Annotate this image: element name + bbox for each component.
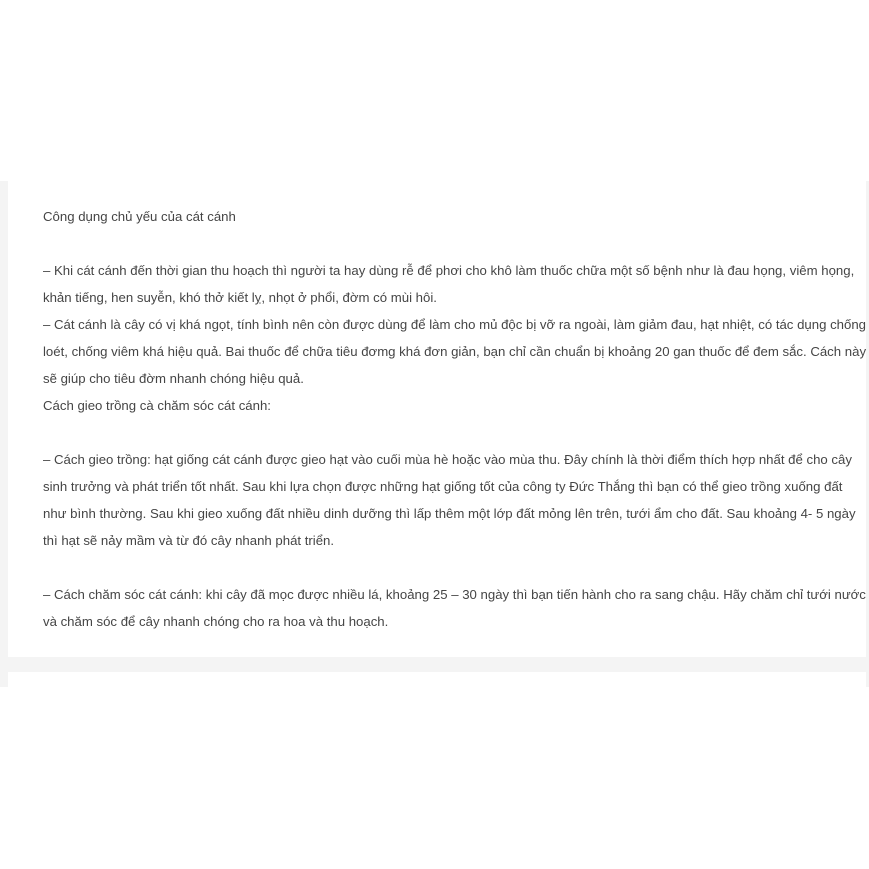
article-line: – Cách chăm sóc cát cánh: khi cây đã mọc được nhiều lá, khoảng 25 – 30 ngày thì bạn tiến hành cho ra sang chậu. Hãy chăm chỉ tưới nước xyxy=(43,587,866,602)
section-heading: Cách gieo trồng cà chăm sóc cát cánh: xyxy=(43,398,271,413)
article-line: như bình thường. Sau khi gieo xuống đất nhiều dinh dưỡng thì lấp thêm một lớp đất mỏng lên trên, tưới ẩm cho đất. Sau khoảng 4- 5 ngày xyxy=(43,506,856,521)
article-line: thì hạt sẽ nảy mầm và từ đó cây nhanh phát triển. xyxy=(43,533,335,548)
next-card-top xyxy=(8,672,866,687)
article-body xyxy=(43,203,867,635)
article-heading: Công dụng chủ yếu của cát cánh xyxy=(43,209,236,224)
article-line: và chăm sóc để cây nhanh chóng cho ra hoa và thu hoạch. xyxy=(43,614,389,629)
article-line: – Cách gieo trồng: hạt giống cát cánh được gieo hạt vào cuối mùa hè hoặc vào mùa thu. Đây chính là thời điểm thích hợp nhất để cho cây xyxy=(43,452,852,467)
paragraph-gap xyxy=(43,230,843,257)
article-line: – Cát cánh là cây có vị khá ngọt, tính bình nên còn được dùng để làm cho mủ độc bị vỡ ra ngoài, làm giảm đau, hạt nhiệt, có tác dụng chống xyxy=(43,317,867,332)
paragraph-gap xyxy=(43,419,843,446)
article-line: sẽ giúp cho tiêu đờm nhanh chóng hiệu quả. xyxy=(43,371,304,386)
paragraph-gap xyxy=(43,554,843,581)
article-line: – Khi cát cánh đến thời gian thu hoạch thì người ta hay dùng rễ để phơi cho khô làm thuốc chữa một số bệnh như là đau họng, viêm họng, xyxy=(43,263,855,278)
article-line: sinh trưởng và phát triển tốt nhất. Sau khi lựa chọn được những hạt giống tốt của công ty Đức Thắng thì bạn có thể gieo trồng xuống đất xyxy=(43,479,843,494)
article-line: loét, chống viêm khá hiệu quả. Bai thuốc để chữa tiêu đơmg khá đơn giản, bạn chỉ cần chuẩn bị khoảng 20 gan thuốc để đem sắc. Cách này xyxy=(43,344,867,359)
article-line: khản tiếng, hen suyễn, khó thở kiết lỵ, nhọt ở phổi, đờm có mùi hôi. xyxy=(43,290,437,305)
